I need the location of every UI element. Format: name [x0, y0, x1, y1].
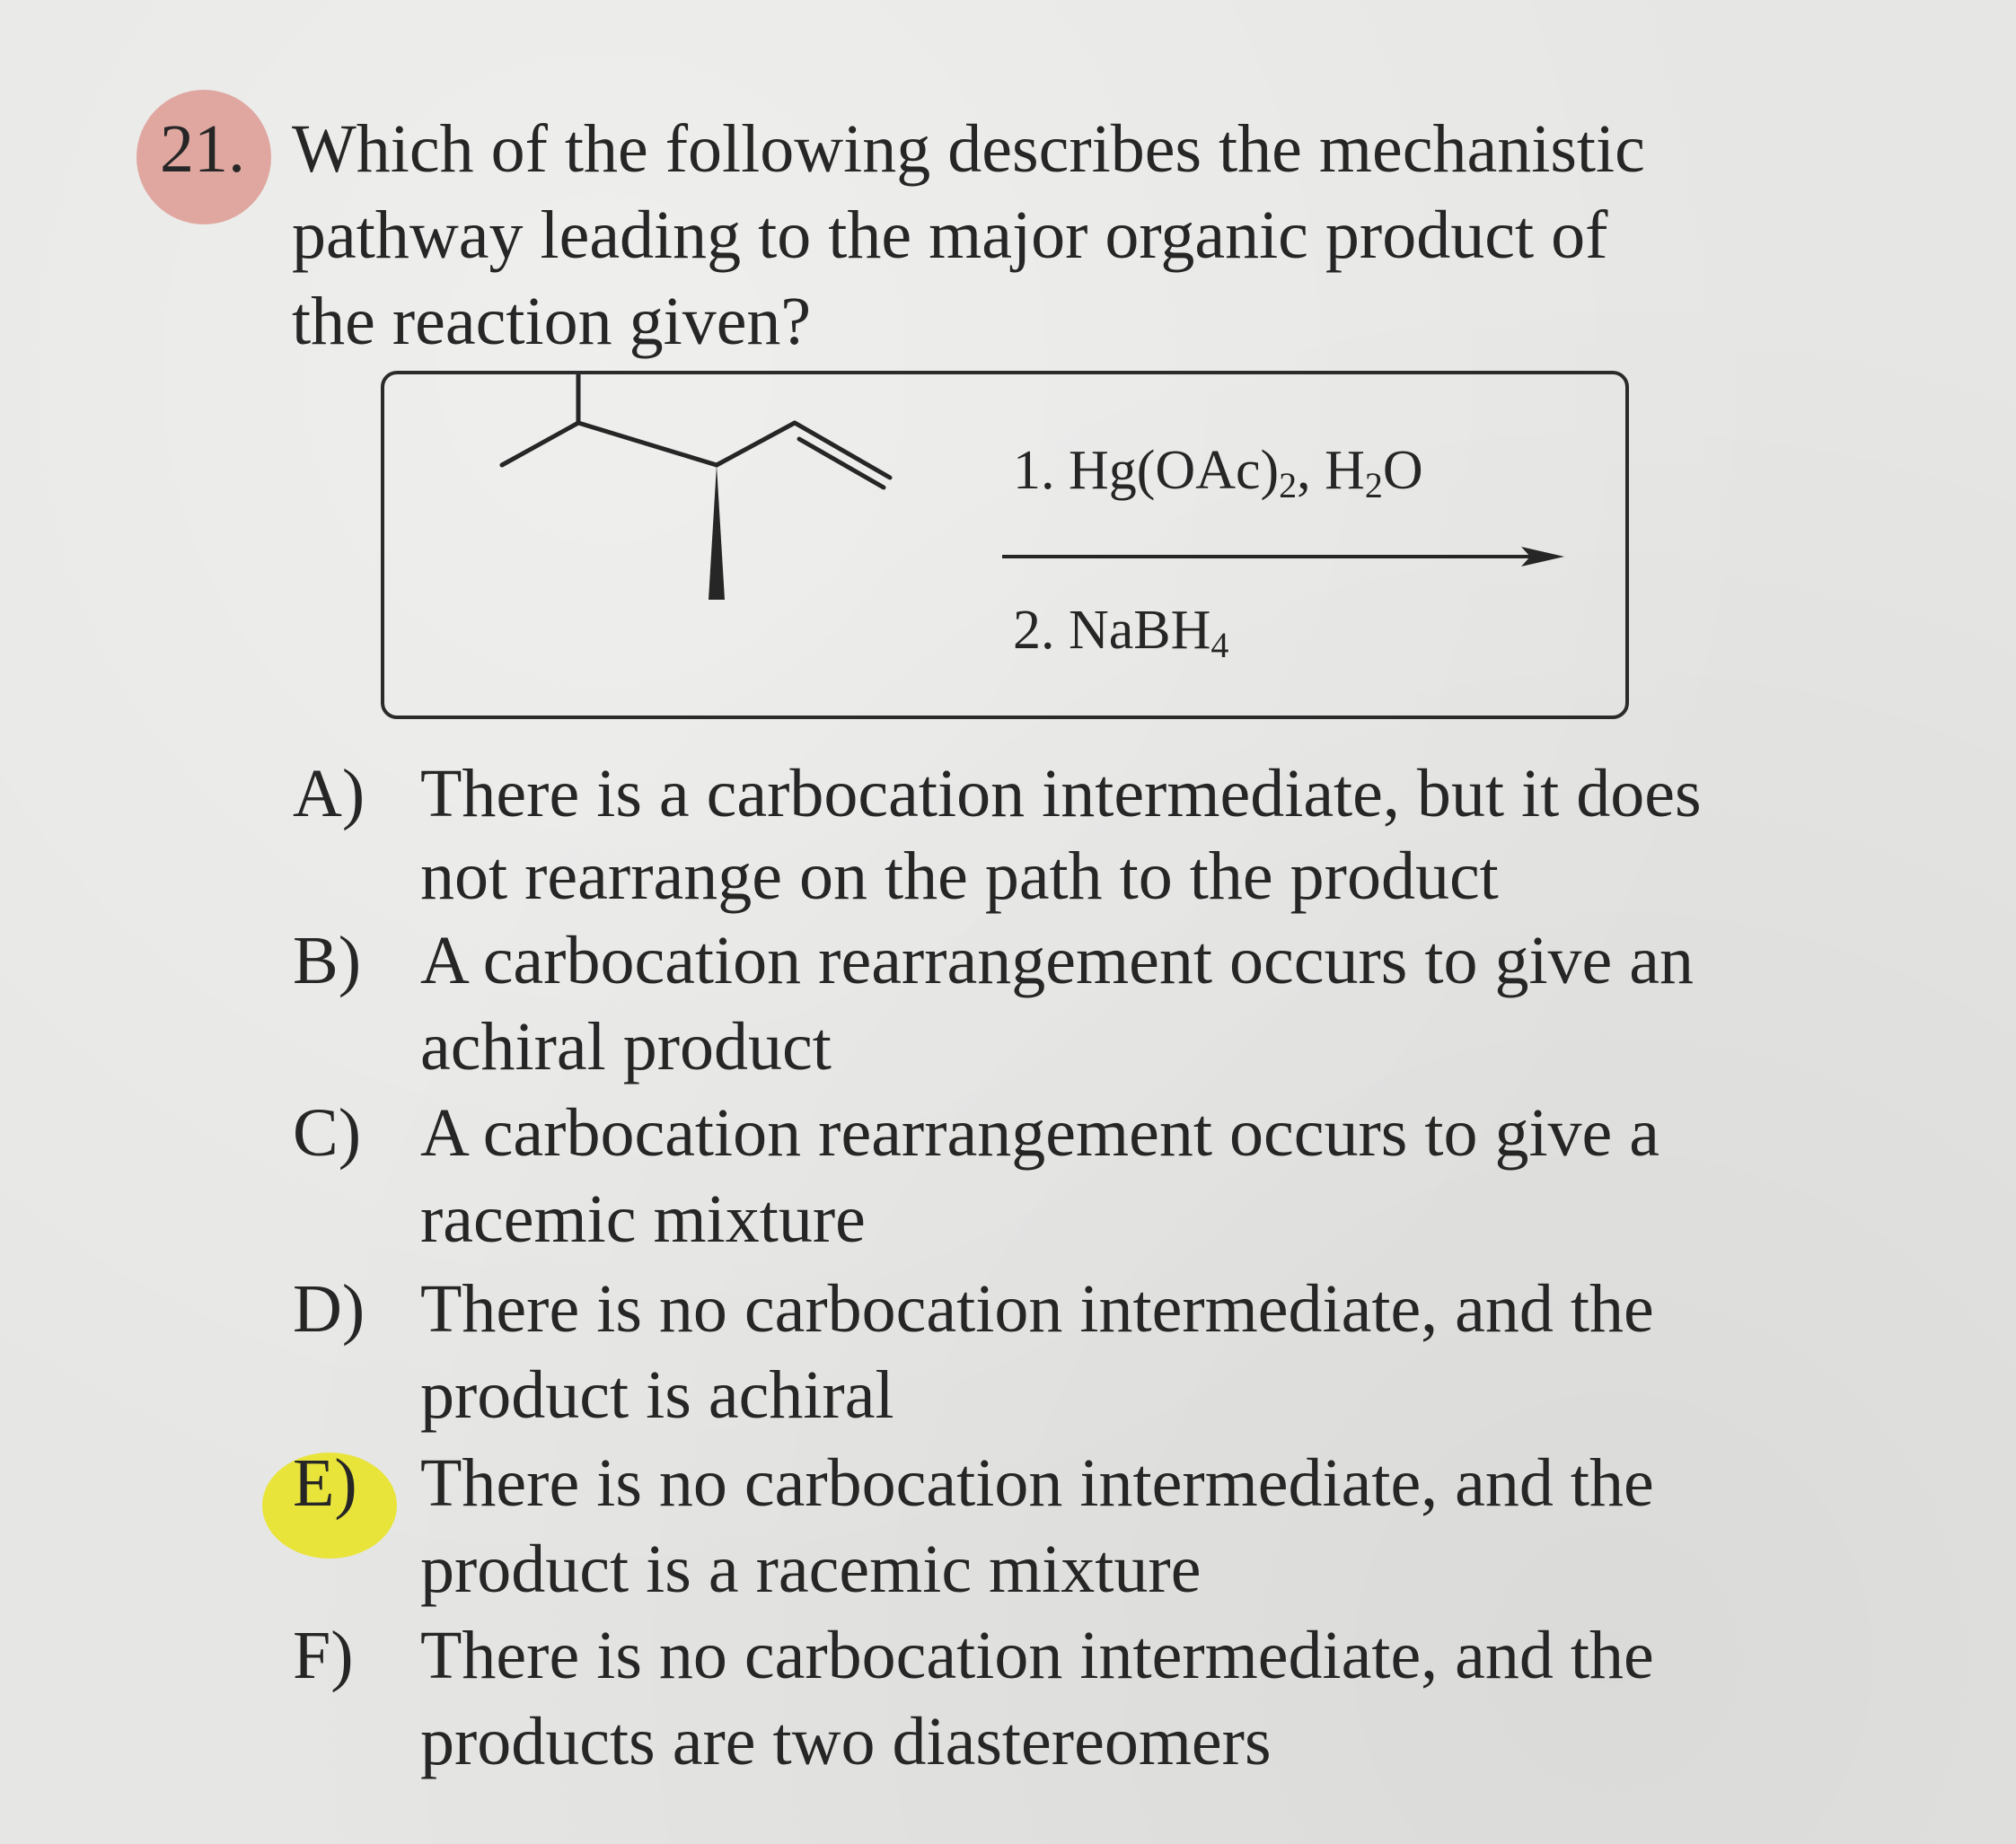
option-b-text-line-2[interactable]: achiral product — [420, 1009, 832, 1084]
reagent-step-2: 2. NaBH$_4$ — [1013, 600, 1229, 665]
option-d-text-line-1[interactable]: There is no carbocation intermediate, and the — [420, 1271, 1654, 1347]
option-a-letter[interactable]: A) — [293, 756, 365, 831]
option-a-text-line-2[interactable]: not rearrange on the path to the product — [420, 839, 1499, 914]
option-e-text-line-2[interactable]: product is a racemic mixture — [420, 1532, 1202, 1607]
option-a-text-line-1[interactable]: There is a carbocation intermediate, but it does — [420, 756, 1702, 831]
reaction-scheme-box — [381, 371, 1629, 719]
option-b-letter[interactable]: B) — [293, 923, 361, 998]
reaction-scheme-drawing — [384, 374, 1625, 716]
option-c-text-line-1[interactable]: A carbocation rearrangement occurs to give a — [420, 1095, 1660, 1171]
question-number: 21. — [160, 111, 245, 187]
option-b-text-line-1[interactable]: A carbocation rearrangement occurs to give an — [420, 923, 1695, 998]
option-c-letter[interactable]: C) — [293, 1095, 361, 1171]
option-f-text-line-1[interactable]: There is no carbocation intermediate, and the — [420, 1618, 1654, 1693]
option-e-text-line-1[interactable]: There is no carbocation intermediate, and the — [420, 1445, 1654, 1521]
option-d-text-line-2[interactable]: product is achiral — [420, 1357, 894, 1433]
option-f-letter[interactable]: F) — [293, 1618, 354, 1693]
question-stem-line-1: Which of the following describes the mechanistic — [292, 111, 1645, 187]
bond-ethyl-to-center — [578, 423, 717, 465]
bond-left-ethyl-terminal — [502, 423, 578, 465]
alkene-structure — [502, 374, 890, 487]
question-stem-line-3: the reaction given? — [292, 284, 812, 359]
reagent-step-1: 1. $Hg(OAc)_2$, $H_2O$ — [1013, 440, 1423, 505]
wedge-methyl-bond — [709, 465, 725, 600]
question-stem-line-2: pathway leading to the major organic product of — [292, 198, 1608, 273]
reaction-arrow — [1002, 547, 1564, 566]
bond-vinyl-double-2 — [799, 439, 884, 487]
bond-center-to-vinyl — [717, 423, 795, 465]
option-e-letter[interactable]: E) — [293, 1445, 357, 1521]
option-f-text-line-2[interactable]: products are two diastereomers — [420, 1704, 1272, 1779]
option-c-text-line-2[interactable]: racemic mixture — [420, 1181, 866, 1257]
bond-vinyl-double-1 — [795, 423, 890, 478]
option-d-letter[interactable]: D) — [293, 1271, 365, 1347]
